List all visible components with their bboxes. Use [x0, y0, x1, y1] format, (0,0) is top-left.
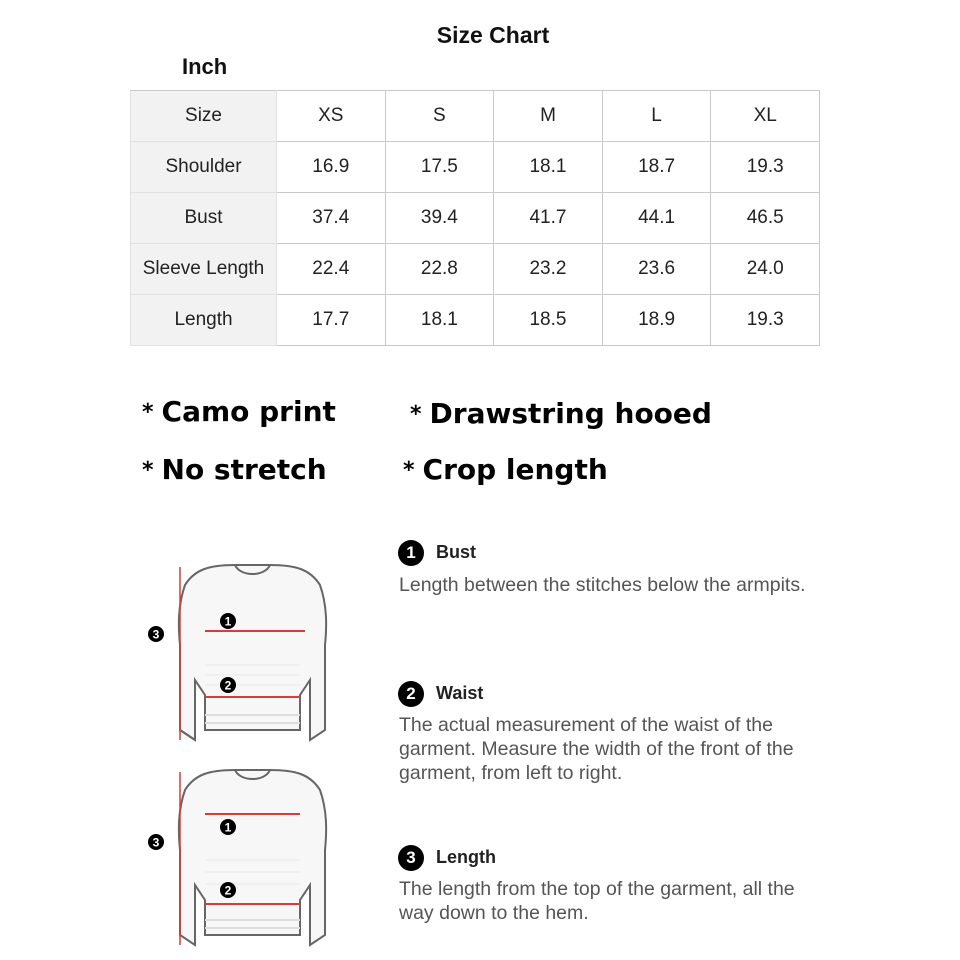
row-label: Length [131, 295, 277, 346]
feature-crop [403, 453, 608, 486]
feature-stretch [142, 453, 327, 486]
header-cell: L [602, 91, 711, 142]
def-length-title: Length [436, 847, 496, 867]
row-label: Bust [131, 193, 277, 244]
chart-title: Size Chart [436, 22, 550, 48]
unit-label: Inch [182, 54, 228, 79]
header-cell: Size [131, 91, 277, 142]
table-row [131, 295, 820, 346]
feature-camo [142, 395, 336, 428]
table-cell: 18.1 [385, 295, 494, 346]
diagram-label-3: 3 [152, 627, 160, 642]
feature-camo-text: Camo print [161, 395, 336, 428]
table-row [131, 193, 820, 244]
feature-stretch-text: No stretch [161, 453, 327, 486]
table-cell: 24.0 [711, 244, 820, 295]
header-cell: XL [711, 91, 820, 142]
bullet-star: * [403, 458, 415, 483]
bullet-star: * [142, 400, 154, 425]
diagram-label-3: 3 [152, 835, 160, 850]
sweater-outline [179, 565, 326, 740]
table-header-row [131, 91, 820, 142]
def-length-number: 3 [398, 845, 424, 871]
header-cell: M [494, 91, 603, 142]
table-cell: 22.8 [385, 244, 494, 295]
diagram-label-2: 2 [224, 678, 232, 693]
sweater-outline [179, 770, 326, 945]
table-row [131, 142, 820, 193]
diagram-label-1: 1 [224, 614, 232, 629]
sweater-diagram-bottom [140, 760, 340, 960]
def-waist-number: 2 [398, 681, 424, 707]
table-cell: 46.5 [711, 193, 820, 244]
table-cell: 17.7 [277, 295, 386, 346]
table-cell: 23.6 [602, 244, 711, 295]
def-bust-number: 1 [398, 540, 424, 566]
feature-drawstring-text: Drawstring hooed [429, 397, 712, 430]
def-waist-text: The actual measurement of the waist of the garment. Measure the width of the front of the garment, from left to right. [399, 714, 794, 784]
row-label: Sleeve Length [131, 244, 277, 295]
table-cell: 41.7 [494, 193, 603, 244]
header-cell: XS [277, 91, 386, 142]
feature-crop-text: Crop length [422, 453, 608, 486]
table-cell: 37.4 [277, 193, 386, 244]
bullet-star: * [410, 402, 422, 427]
table-cell: 19.3 [711, 295, 820, 346]
table-cell: 17.5 [385, 142, 494, 193]
row-label: Shoulder [131, 142, 277, 193]
feature-drawstring [410, 397, 712, 430]
table-cell: 18.1 [494, 142, 603, 193]
table-cell: 22.4 [277, 244, 386, 295]
table-cell: 18.7 [602, 142, 711, 193]
diagram-label-1: 1 [224, 820, 232, 835]
bullet-star: * [142, 458, 154, 483]
table-cell: 18.5 [494, 295, 603, 346]
table-cell: 18.9 [602, 295, 711, 346]
size-table [130, 90, 820, 346]
def-length-text: The length from the top of the garment, all the way down to the hem. [399, 878, 795, 924]
table-row [131, 244, 820, 295]
table-cell: 39.4 [385, 193, 494, 244]
table-cell: 16.9 [277, 142, 386, 193]
diagram-label-2: 2 [224, 883, 232, 898]
table-cell: 44.1 [602, 193, 711, 244]
sweater-diagram-top [140, 555, 340, 755]
def-bust-text: Length between the stitches below the armpits. [399, 574, 806, 596]
def-bust-title: Bust [436, 542, 476, 562]
def-waist-title: Waist [436, 683, 484, 703]
header-cell: S [385, 91, 494, 142]
table-cell: 23.2 [494, 244, 603, 295]
table-cell: 19.3 [711, 142, 820, 193]
